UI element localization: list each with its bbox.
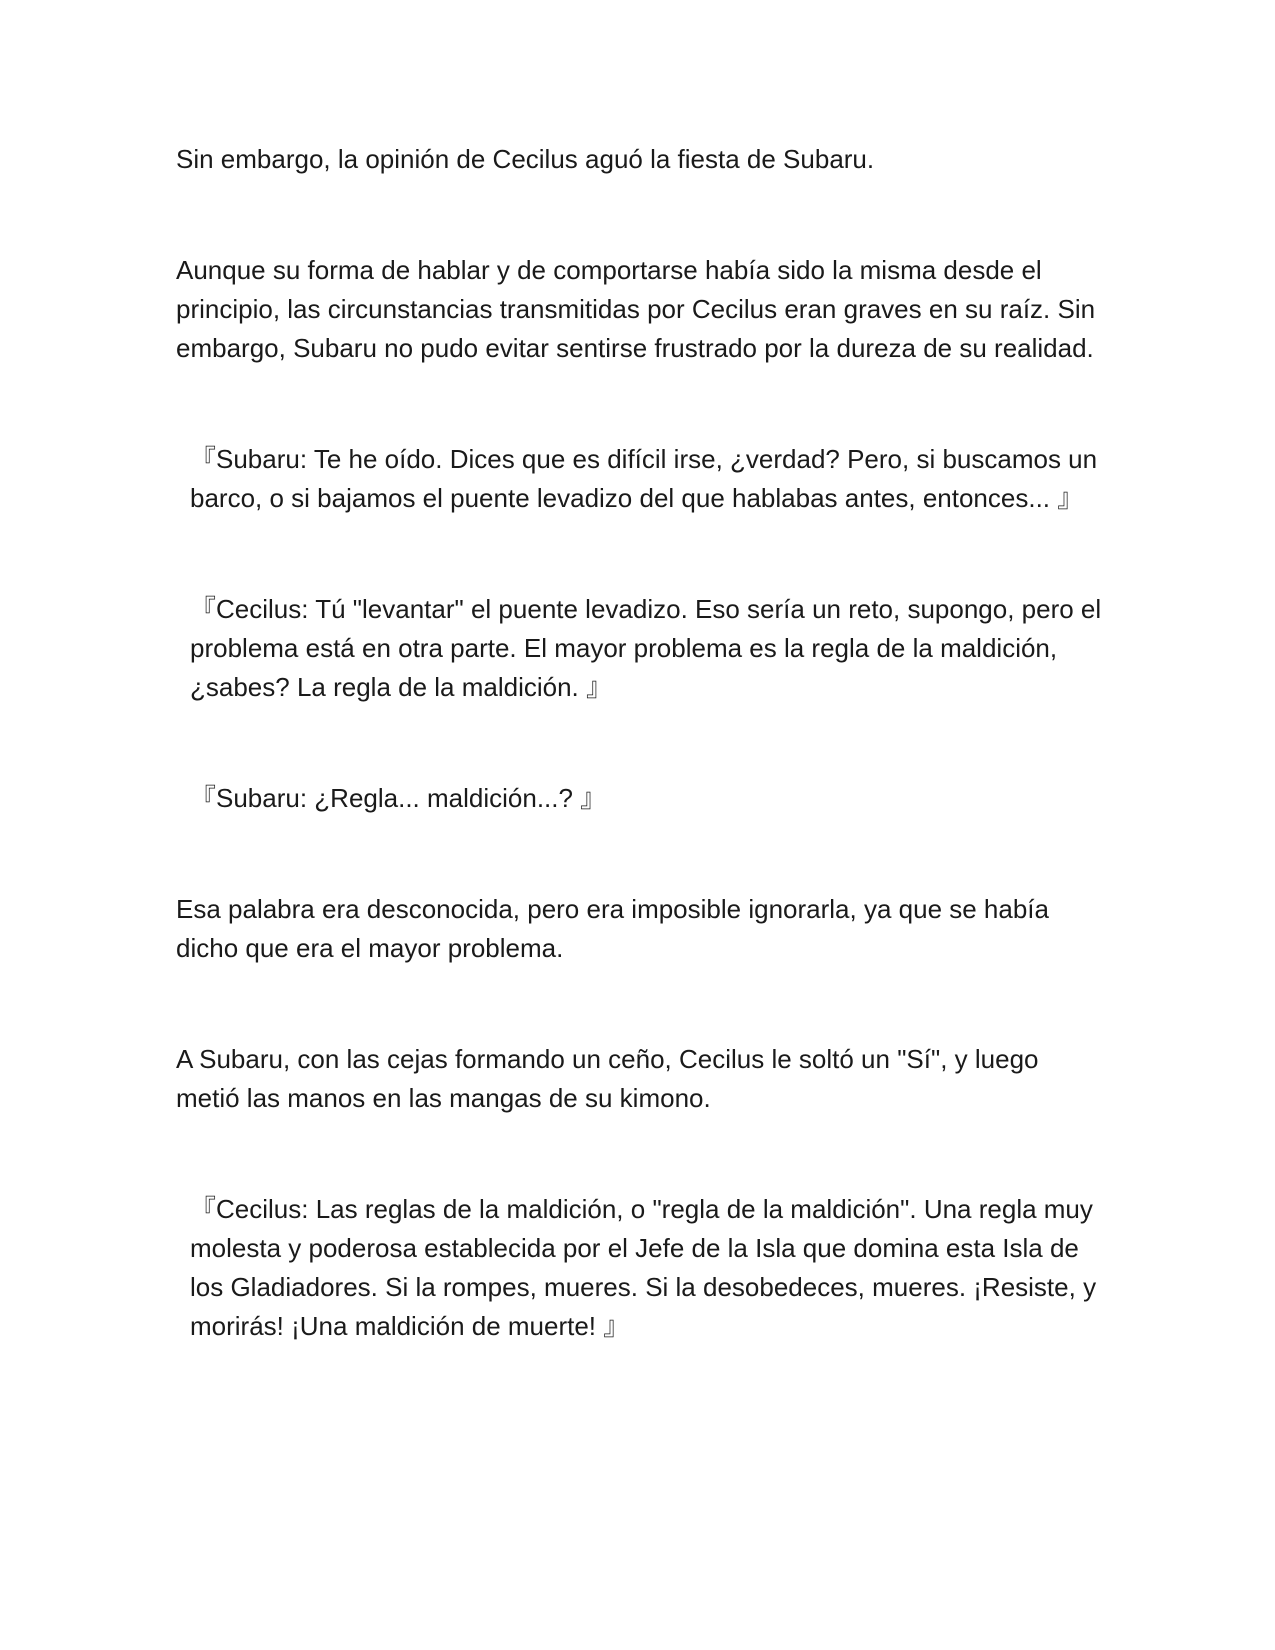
narration-paragraph-2: Aunque su forma de hablar y de comportarse había sido la misma desde el principio, las circunstancias transmitidas por Cecilus eran graves en su raíz. Sin embargo, Subaru no pudo evitar sentirse frustrado por la dureza de su realidad. (176, 255, 1096, 363)
narration-paragraph-1: Sin embargo, la opinión de Cecilus aguó la fiesta de Subaru. (176, 144, 875, 174)
narration-paragraph-4: A Subaru, con las cejas formando un ceño, Cecilus le soltó un "Sí", y luego metió las manos en las mangas de su kimono. (176, 1044, 1039, 1113)
dialogue-cecilus-1: 『Cecilus: Tú "levantar" el puente levadizo. Eso sería un reto, supongo, pero el problema está en otra parte. El mayor problema es la regla de la maldición, ¿sabes? La regla de la maldición. 』 (190, 594, 1102, 702)
dialogue-subaru-2: 『Subaru: ¿Regla... maldición...? 』 (190, 783, 607, 813)
dialogue-cecilus-2: 『Cecilus: Las reglas de la maldición, o "regla de la maldición". Una regla muy molesta y poderosa establecida por el Jefe de la Isla que domina esta Isla de los Gladiadores. Si la rompes, mueres. Si la desobedeces, mueres. ¡Resiste, y morirás! ¡Una maldición de muerte! 』 (190, 1194, 1097, 1341)
dialogue-subaru-1: 『Subaru: Te he oído. Dices que es difícil irse, ¿verdad? Pero, si buscamos un barco, o si bajamos el puente levadizo del que hablabas antes, entonces... 』 (190, 444, 1098, 513)
narration-paragraph-3: Esa palabra era desconocida, pero era imposible ignorarla, ya que se había dicho que era el mayor problema. (176, 894, 1049, 963)
document-body (176, 140, 1106, 1346)
